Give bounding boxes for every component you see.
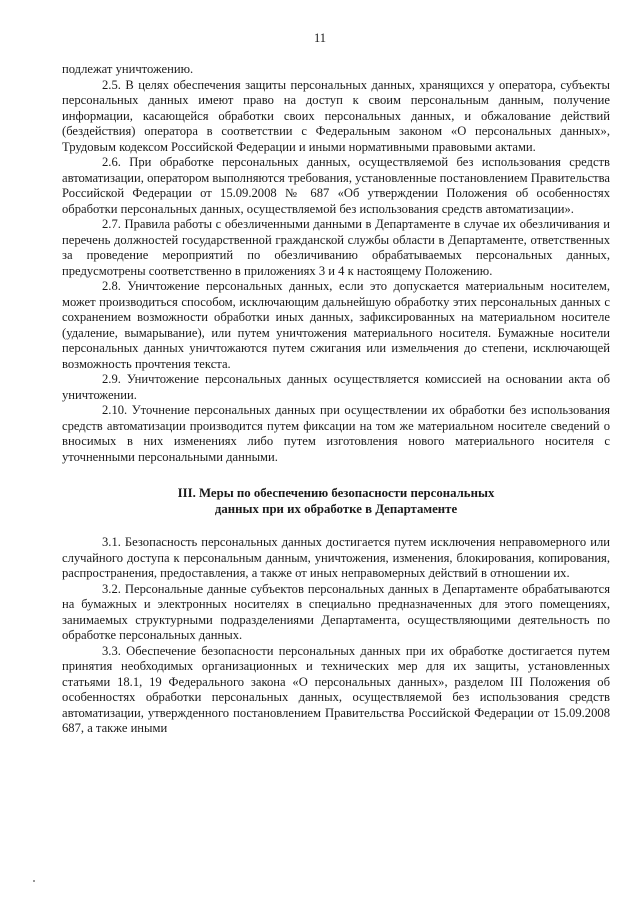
paragraph-2-8: 2.8. Уничтожение персональных данных, если это допускается материальным носителем, может производиться способом, исключающим дальнейшую обработку этих персональных данных с сохранением возможности обработки иных данных, зафиксированных на материальном носителе (удаление, вымарывание), или путем уничтожения материального носителя. Бумажные носители персональных данных уничтожаются путем сжигания или измельчения до степени, исключающей возможность прочтения текста. [62, 279, 610, 371]
paragraph-3-1: 3.1. Безопасность персональных данных достигается путем исключения неправомерного или случайного доступа к персональным данным, уничтожения, изменения, блокирования, копирования, распространения, предоставления, а также от иных неправомерных действий в отношении их. [62, 535, 610, 580]
paragraph-2-7: 2.7. Правила работы с обезличенными данными в Департаменте в случае их обезличивания и перечень должностей государственной гражданской службы области в Департаменте, ответственных за проведение мероприятий по обезличиванию обрабатываемых персональных данных, предусмотрены соответственно в приложениях 3 и 4 к настоящему Положению. [62, 217, 610, 278]
paragraph-3-3: 3.3. Обеспечение безопасности персональных данных при их обработке достигается путем принятия необходимых организационных и технических мер для их защиты, установленных статьями 18.1, 19 Федерального закона «О персональных данных», разделом III Положения об особенностях обработки персональных данных, осуществляемой без использования средств автоматизации, утвержденного постановлением Правительства Российской Федерации от 15.09.2008 687, а также иными [62, 643, 610, 735]
section-heading [62, 485, 610, 517]
paragraph-continuation: подлежат уничтожению. [62, 62, 194, 76]
paragraph-2-5: 2.5. В целях обеспечения защиты персональных данных, хранящихся у оператора, субъекты персональных данных имеют право на доступ к своим персональным данным, получение информации, касающейся обработки своих персональных данных, и обжалование действий (бездействия) оператора в соответствии с Федеральным законом «О персональных данных», Трудовым кодексом Российской Федерации и иными нормативными правовыми актами. [62, 77, 610, 154]
paragraph-2-9: 2.9. Уничтожение персональных данных осуществляется комиссией на основании акта об уничтожении. [62, 372, 610, 402]
scan-speck [33, 880, 35, 882]
section-heading-line-1: III. Меры по обеспечению безопасности персональных [177, 486, 495, 500]
section-heading-line-2: данных при их обработке в Департаменте [214, 502, 458, 516]
paragraph-2-6: 2.6. При обработке персональных данных, осуществляемой без использования средств автоматизации, оператором выполняются требования, установленные постановлением Правительства Российской Федерации от 15.09.2008 № 687 «Об утверждении Положения об особенностях обработки персональных данных, осуществляемой без использования средств автоматизации». [62, 155, 610, 216]
paragraph-3-2: 3.2. Персональные данные субъектов персональных данных в Департаменте обрабатываются на бумажных и электронных носителях в специально предназначенных для этого помещениях, занимаемых структурными подразделениями Департамента, осуществляющими деятельность по обработке персональных данных. [62, 581, 610, 642]
paragraph-2-10: 2.10. Уточнение персональных данных при осуществлении их обработки без использования средств автоматизации производится путем фиксации на том же материальном носителе сведений о вносимых в них изменениях либо путем изготовления нового материального носителя с уточненными персональными данными. [62, 403, 610, 464]
page-number: 11 [313, 31, 327, 45]
document-body [62, 62, 610, 737]
